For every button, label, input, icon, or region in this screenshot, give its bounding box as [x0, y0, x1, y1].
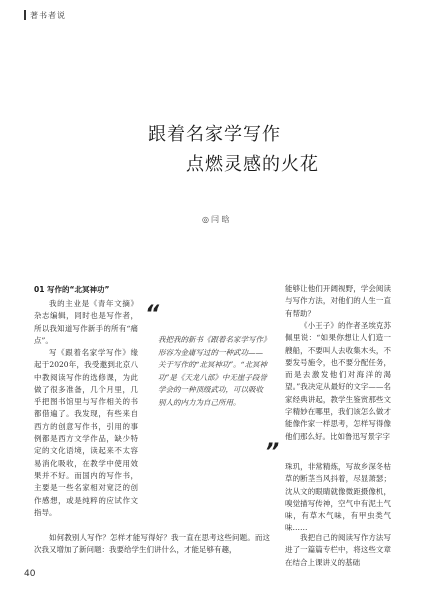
left-paragraph-1: 我的主业是《青年文摘》杂志编辑，同时也是写作者，所以我知道写作新手的所有“痛点”。	[34, 299, 138, 345]
section-heading: 01 写作的“北冥神功”	[34, 285, 110, 294]
right-paragraph-1: 能够让他们开阔视野，学会阅读与写作方法，对他们的人生一直有帮助？	[285, 284, 391, 318]
pull-quote: 我把我的新书《跟着名家学写作》形容为金庸写过的一种武功——关于写作的“北冥神功”。“北冥神功”是《天龙八部》中无崖子段誉学会的一种顶级武功，可以吸收别人的内力为自己所用。	[158, 335, 268, 407]
page-number: 40	[24, 569, 36, 579]
bottom-paragraph-2: 我把自己的阅读写作方法写进了一篇篇专栏中，将这些文章在结合上课讲义的基础	[285, 533, 391, 567]
bottom-paragraph-1: 珠玑，非常精炼，写故乡深冬枯草的断茎当风抖着，尽显萧瑟；沈从文的眼睛就像微距摄像机，嗅觉描写传神，空气中有泥土气味，有草木气味，有甲虫类气味……	[285, 462, 391, 533]
author-mark-icon: ◎	[202, 215, 209, 224]
right-paragraph-2: 《小王子》的作者圣埃克苏佩里说：“如果你想让人们造一艘船，不要叫人去收集木头，不要发号施令，也不要分配任务，而是去激发他们对海洋的渴望。”我决定从最好的文字——名家经典讲起，教学生鉴赏那些文字精妙在哪里，我们该怎么做才能像作家一样思考，怎样写得像他们那么好。比如鲁迅写景字字	[285, 321, 391, 441]
left-paragraph-2: 写《跟着名家学写作》缘起于2020年，我受邀到北京八中教阅读写作的选修课，为此做了很多准备，几个月里，几乎把图书馆里与写作相关的书都借遍了。我发现，有些来自西方的创意写作书，引用的事例都是西方文学作品，缺少特定的文化语境，读起来不太容易消化吸收，在教学中使用效果并不好。而国内的写作书，主要是一些名家相对宽泛的创作感想，或是纯粹的应试作文指导。	[34, 348, 138, 517]
author-byline	[202, 214, 230, 225]
title-line-1: 跟着名家学写作	[148, 124, 281, 145]
quote-open-mark: “	[145, 302, 160, 327]
author-name: 闫 晗	[210, 215, 230, 224]
quote-close-mark: ”	[265, 440, 280, 465]
running-header: 著书者说	[30, 11, 66, 20]
title-line-2: 点燃灵感的火花	[186, 154, 319, 175]
header-marker	[24, 10, 26, 20]
left-paragraph-3: 如何教别人写作？怎样才能写得好？我一直在思考这些问题。而这次我又增加了新问题：我要给学生们讲什么，才能足够有趣，	[34, 533, 270, 555]
